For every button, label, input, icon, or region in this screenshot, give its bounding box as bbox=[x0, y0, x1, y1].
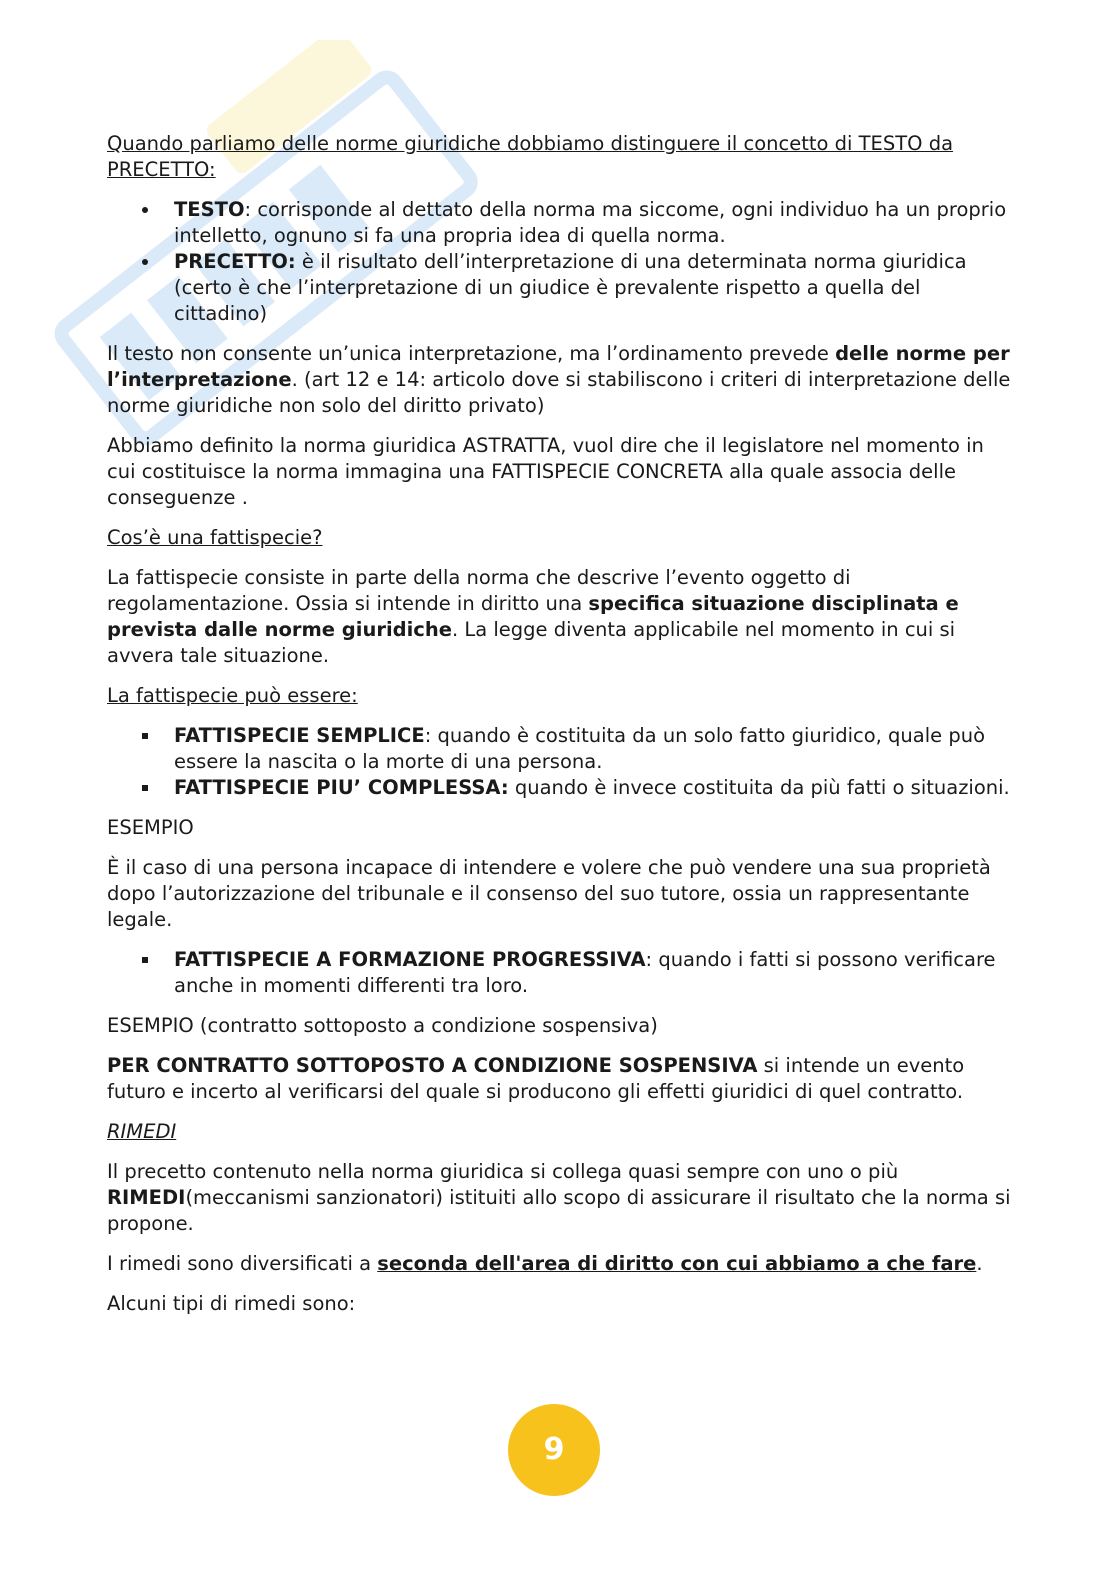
bold-text: specifica situazione disciplinata e prevista dalle norme giuridiche bbox=[107, 592, 959, 641]
fattispecie-list-2 bbox=[107, 947, 1012, 999]
term: FATTISPECIE SEMPLICE bbox=[174, 724, 425, 747]
definition: quando è invece costituita da più fatti o situazioni. bbox=[508, 776, 1010, 799]
text: Il testo non consente un’unica interpretazione, ma l’ordinamento prevede bbox=[107, 342, 836, 365]
paragraph: Alcuni tipi di rimedi sono: bbox=[107, 1292, 356, 1315]
definition: : quando è costituita da un solo fatto giuridico, quale può essere la nascita o la morte di una persona. bbox=[174, 724, 986, 773]
list-item bbox=[107, 723, 1012, 775]
definition: : quando i fatti si possono verificare anche in momenti differenti tra loro. bbox=[174, 948, 996, 997]
rimedi-heading: RIMEDI bbox=[107, 1120, 177, 1143]
list-item bbox=[107, 947, 1012, 999]
term: TESTO bbox=[174, 198, 245, 221]
bold-underlined-text: seconda dell'area di diritto con cui abbiamo a che fare bbox=[377, 1252, 977, 1275]
paragraph bbox=[107, 1053, 1012, 1105]
list-item bbox=[107, 775, 1012, 801]
definition: : corrisponde al dettato della norma ma siccome, ogni individuo ha un proprio intelletto, ognuno si fa una propria idea di quella norma. bbox=[174, 198, 1007, 247]
text: (meccanismi sanzionatori) istituiti allo scopo di assicurare il risultato che la norma si propone. bbox=[107, 1186, 1011, 1235]
testo-precetto-list bbox=[107, 197, 1012, 327]
paragraph bbox=[107, 341, 1012, 419]
list-item bbox=[107, 197, 1012, 249]
text: La fattispecie consiste in parte della norma che descrive l’evento oggetto di regolamentazione. Ossia si intende in diritto una bbox=[107, 566, 851, 615]
page-number-badge: 9 bbox=[508, 1404, 600, 1496]
paragraph bbox=[107, 565, 1012, 669]
definition: è il risultato dell’interpretazione di una determinata norma giuridica (certo è che l’interpretazione di un giudice è prevalente rispetto a quella del cittadino) bbox=[174, 250, 967, 325]
page-content bbox=[107, 131, 1012, 1331]
bold-text: PER CONTRATTO SOTTOPOSTO A CONDIZIONE SOSPENSIVA bbox=[107, 1054, 758, 1077]
subheading: La fattispecie può essere: bbox=[107, 684, 358, 707]
text: si intende un evento futuro e incerto al verificarsi del quale si producono gli effetti giuridici di quel contratto. bbox=[107, 1054, 965, 1103]
example-label: ESEMPIO bbox=[107, 816, 194, 839]
term: FATTISPECIE PIU’ COMPLESSA: bbox=[174, 776, 509, 799]
text: . La legge diventa applicabile nel momento in cui si avvera tale situazione. bbox=[107, 618, 956, 667]
question-heading: Cos’è una fattispecie? bbox=[107, 526, 323, 549]
paragraph: È il caso di una persona incapace di intendere e volere che può vendere una sua proprietà dopo l’autorizzazione del tribunale e il consenso del suo tutore, ossia un rappresentante legale. bbox=[107, 856, 991, 931]
paragraph bbox=[107, 1251, 1012, 1277]
fattispecie-list bbox=[107, 723, 1012, 801]
example-label: ESEMPIO (contratto sottoposto a condizione sospensiva) bbox=[107, 1014, 658, 1037]
bold-text: RIMEDI bbox=[107, 1186, 186, 1209]
text: . (art 12 e 14: articolo dove si stabiliscono i criteri di interpretazione delle norme giuridiche non solo del diritto privato) bbox=[107, 368, 1011, 417]
paragraph bbox=[107, 1159, 1012, 1237]
intro-heading: Quando parliamo delle norme giuridiche dobbiamo distinguere il concetto di TESTO da PRECETTO: bbox=[107, 132, 954, 181]
text: I rimedi sono diversificati a bbox=[107, 1252, 378, 1275]
term: PRECETTO: bbox=[174, 250, 296, 273]
text: . bbox=[976, 1252, 983, 1275]
paragraph: Abbiamo definito la norma giuridica ASTRATTA, vuol dire che il legislatore nel momento in cui costituisce la norma immagina una FATTISPECIE CONCRETA alla quale associa delle conseguenze . bbox=[107, 434, 984, 509]
term: FATTISPECIE A FORMAZIONE PROGRESSIVA bbox=[174, 948, 646, 971]
bold-text: delle norme per l’interpretazione bbox=[107, 342, 1010, 391]
text: Il precetto contenuto nella norma giuridica si collega quasi sempre con uno o più bbox=[107, 1160, 899, 1183]
list-item bbox=[107, 249, 1012, 327]
